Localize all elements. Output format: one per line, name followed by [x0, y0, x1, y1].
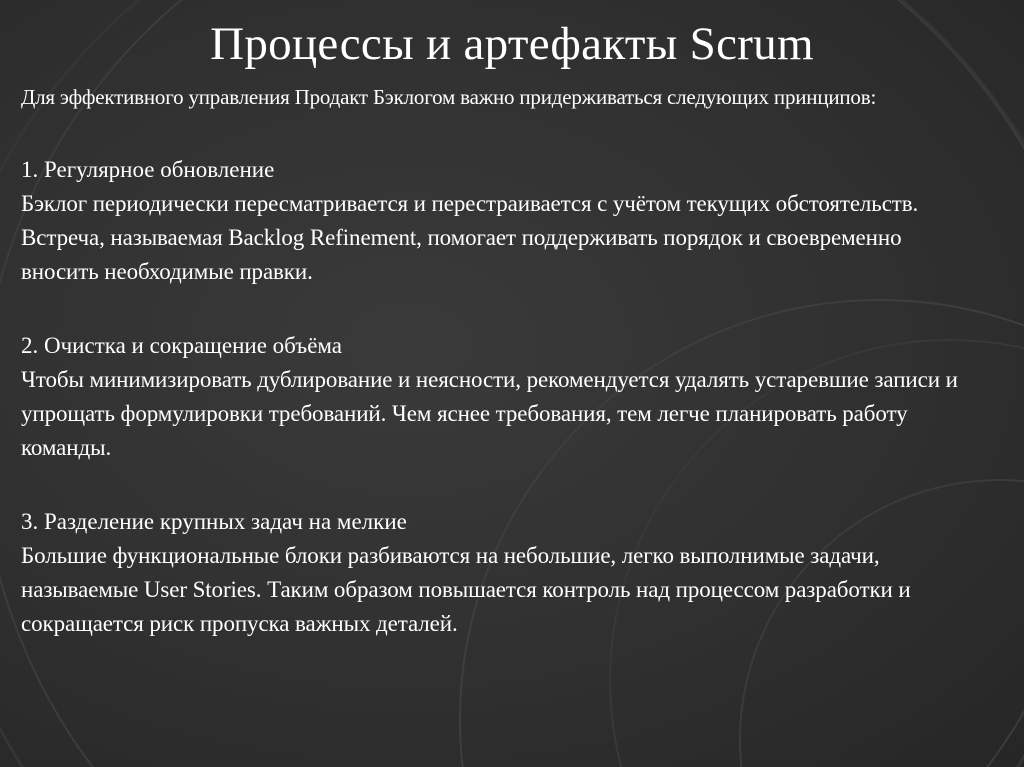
- slide-title: Процессы и артефакты Scrum: [210, 18, 814, 70]
- principle-heading: 1. Регулярное обновление: [21, 157, 275, 182]
- principle-text: Чтобы минимизировать дублирование и неясности, рекомендуется удалять устаревшие записи и упрощать формулировки требований. Чем яснее требования, тем легче планировать работу команды.: [21, 367, 958, 460]
- principle-2: [21, 329, 981, 465]
- principle-text: Бэклог периодически пересматривается и перестраивается с учётом текущих обстоятельств. Встреча, называемая Backlog Refinement, помогает поддерживать порядок и своевременно вносить необходимые правки.: [21, 191, 919, 284]
- slide-content: [21, 82, 981, 641]
- principle-1: [21, 153, 981, 289]
- intro-paragraph: Для эффективного управления Продакт Бэклогом важно придерживаться следующих принципов:: [21, 85, 877, 109]
- principle-heading: 3. Разделение крупных задач на мелкие: [21, 509, 407, 534]
- principle-text: Большие функциональные блоки разбиваются на небольшие, легко выполнимые задачи, называемые User Stories. Таким образом повышается контроль над процессом разработки и сокращается риск пропуска важных деталей.: [21, 543, 911, 636]
- principle-3: [21, 505, 981, 641]
- principle-heading: 2. Очистка и сокращение объёма: [21, 333, 343, 358]
